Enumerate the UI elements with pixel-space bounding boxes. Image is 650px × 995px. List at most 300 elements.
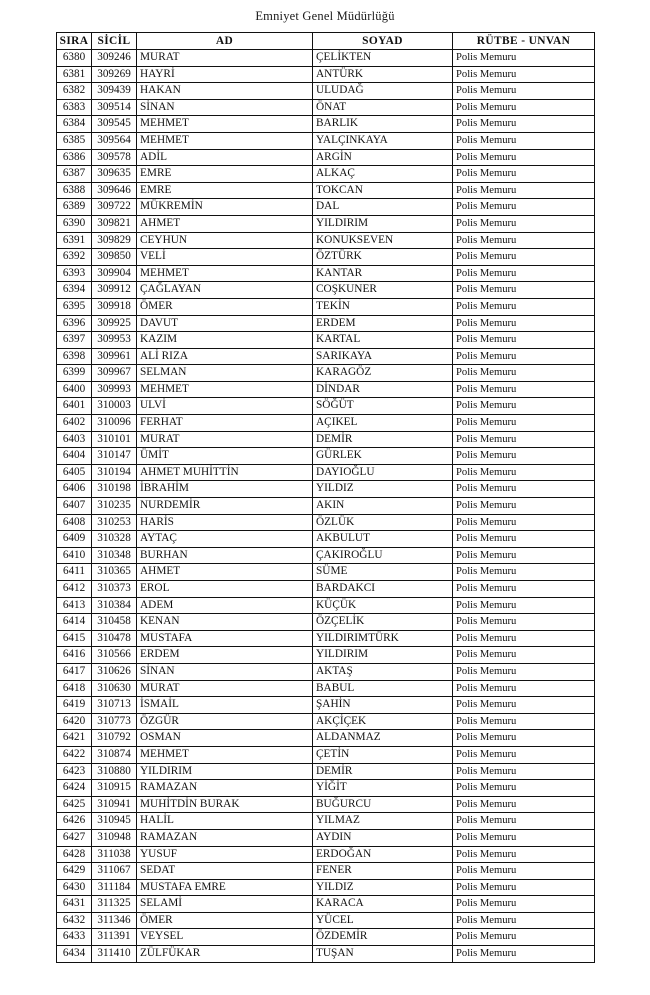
- cell-soyad: ÖNAT: [313, 99, 453, 116]
- table-row: [57, 348, 595, 365]
- table-header-row: [57, 33, 595, 50]
- cell-rutbe: Polis Memuru: [453, 415, 595, 432]
- cell-soyad: KARTAL: [313, 332, 453, 349]
- cell-sira: 6403: [57, 431, 92, 448]
- cell-rutbe: Polis Memuru: [453, 265, 595, 282]
- cell-sira: 6405: [57, 464, 92, 481]
- table-row: [57, 647, 595, 664]
- cell-soyad: SARIKAYA: [313, 348, 453, 365]
- cell-sicil: 310328: [92, 531, 137, 548]
- cell-sicil: 309646: [92, 182, 137, 199]
- cell-sira: 6421: [57, 730, 92, 747]
- cell-sicil: 310915: [92, 780, 137, 797]
- cell-soyad: ERDOĞAN: [313, 846, 453, 863]
- cell-rutbe: Polis Memuru: [453, 730, 595, 747]
- column-header-soyad: SOYAD: [313, 33, 453, 50]
- cell-ad: İBRAHİM: [137, 481, 313, 498]
- table-row: [57, 746, 595, 763]
- cell-rutbe: Polis Memuru: [453, 66, 595, 83]
- cell-sira: 6385: [57, 132, 92, 149]
- cell-sicil: 310941: [92, 796, 137, 813]
- cell-soyad: AÇIKEL: [313, 415, 453, 432]
- cell-sira: 6394: [57, 282, 92, 299]
- cell-sicil: 310365: [92, 564, 137, 581]
- cell-ad: HAKAN: [137, 83, 313, 100]
- cell-ad: MEHMET: [137, 746, 313, 763]
- cell-rutbe: Polis Memuru: [453, 464, 595, 481]
- cell-sicil: 309246: [92, 50, 137, 67]
- cell-sicil: 309829: [92, 232, 137, 249]
- cell-sicil: 310880: [92, 763, 137, 780]
- table-row: [57, 132, 595, 149]
- cell-soyad: YİĞİT: [313, 780, 453, 797]
- cell-sira: 6417: [57, 663, 92, 680]
- table-row: [57, 365, 595, 382]
- cell-sicil: 310566: [92, 647, 137, 664]
- cell-ad: SİNAN: [137, 663, 313, 680]
- table-row: [57, 763, 595, 780]
- cell-ad: SELMAN: [137, 365, 313, 382]
- cell-sicil: 310194: [92, 464, 137, 481]
- cell-sira: 6382: [57, 83, 92, 100]
- table-row: [57, 215, 595, 232]
- cell-ad: ÜMİT: [137, 448, 313, 465]
- cell-sicil: 309967: [92, 365, 137, 382]
- cell-sicil: 309564: [92, 132, 137, 149]
- cell-sicil: 309850: [92, 249, 137, 266]
- cell-sira: 6397: [57, 332, 92, 349]
- cell-ad: OSMAN: [137, 730, 313, 747]
- table-row: [57, 315, 595, 332]
- cell-rutbe: Polis Memuru: [453, 813, 595, 830]
- cell-soyad: ANTÜRK: [313, 66, 453, 83]
- cell-soyad: BARLIK: [313, 116, 453, 133]
- cell-ad: ULVİ: [137, 398, 313, 415]
- cell-soyad: ARGİN: [313, 149, 453, 166]
- cell-rutbe: Polis Memuru: [453, 348, 595, 365]
- cell-sira: 6411: [57, 564, 92, 581]
- cell-ad: RAMAZAN: [137, 780, 313, 797]
- cell-ad: SEDAT: [137, 863, 313, 880]
- table-row: [57, 813, 595, 830]
- cell-ad: ÖMER: [137, 912, 313, 929]
- cell-soyad: TUŞAN: [313, 946, 453, 963]
- cell-sicil: 311346: [92, 912, 137, 929]
- cell-sicil: 311410: [92, 946, 137, 963]
- cell-sira: 6400: [57, 381, 92, 398]
- cell-soyad: FENER: [313, 863, 453, 880]
- cell-sira: 6393: [57, 265, 92, 282]
- cell-ad: ERDEM: [137, 647, 313, 664]
- cell-soyad: YILDIRIMTÜRK: [313, 630, 453, 647]
- cell-sira: 6387: [57, 166, 92, 183]
- table-row: [57, 547, 595, 564]
- cell-ad: ÇAĞLAYAN: [137, 282, 313, 299]
- cell-rutbe: Polis Memuru: [453, 896, 595, 913]
- table-row: [57, 713, 595, 730]
- cell-sira: 6434: [57, 946, 92, 963]
- cell-sicil: 309722: [92, 199, 137, 216]
- cell-sicil: 310773: [92, 713, 137, 730]
- table-row: [57, 99, 595, 116]
- cell-sira: 6391: [57, 232, 92, 249]
- table-row: [57, 431, 595, 448]
- cell-sira: 6402: [57, 415, 92, 432]
- cell-soyad: AKÇİÇEK: [313, 713, 453, 730]
- cell-ad: KAZIM: [137, 332, 313, 349]
- cell-ad: MURAT: [137, 680, 313, 697]
- cell-rutbe: Polis Memuru: [453, 282, 595, 299]
- cell-ad: MURAT: [137, 431, 313, 448]
- cell-soyad: KARACA: [313, 896, 453, 913]
- cell-sira: 6413: [57, 597, 92, 614]
- cell-rutbe: Polis Memuru: [453, 381, 595, 398]
- cell-sicil: 309578: [92, 149, 137, 166]
- cell-rutbe: Polis Memuru: [453, 514, 595, 531]
- cell-sicil: 310948: [92, 829, 137, 846]
- table-row: [57, 597, 595, 614]
- cell-sicil: 311038: [92, 846, 137, 863]
- cell-ad: MUHİTDİN BURAK: [137, 796, 313, 813]
- cell-rutbe: Polis Memuru: [453, 448, 595, 465]
- cell-rutbe: Polis Memuru: [453, 713, 595, 730]
- table-row: [57, 581, 595, 598]
- cell-soyad: ÖZLÜK: [313, 514, 453, 531]
- cell-ad: MEHMET: [137, 265, 313, 282]
- cell-soyad: TEKİN: [313, 298, 453, 315]
- cell-sira: 6423: [57, 763, 92, 780]
- cell-sicil: 310478: [92, 630, 137, 647]
- table-row: [57, 265, 595, 282]
- table-row: [57, 663, 595, 680]
- cell-soyad: DAYIOĞLU: [313, 464, 453, 481]
- cell-sicil: 310630: [92, 680, 137, 697]
- cell-soyad: ÇAKIROĞLU: [313, 547, 453, 564]
- document-title: Emniyet Genel Müdürlüğü: [255, 9, 395, 23]
- cell-ad: HALİL: [137, 813, 313, 830]
- cell-ad: SİNAN: [137, 99, 313, 116]
- cell-rutbe: Polis Memuru: [453, 581, 595, 598]
- cell-sicil: 309269: [92, 66, 137, 83]
- cell-soyad: ALDANMAZ: [313, 730, 453, 747]
- cell-ad: EMRE: [137, 182, 313, 199]
- cell-soyad: AKBULUT: [313, 531, 453, 548]
- cell-sira: 6419: [57, 697, 92, 714]
- table-row: [57, 464, 595, 481]
- cell-rutbe: Polis Memuru: [453, 199, 595, 216]
- cell-soyad: GÜRLEK: [313, 448, 453, 465]
- cell-rutbe: Polis Memuru: [453, 879, 595, 896]
- cell-sicil: 310198: [92, 481, 137, 498]
- cell-ad: YILDIRIM: [137, 763, 313, 780]
- cell-soyad: KANTAR: [313, 265, 453, 282]
- cell-ad: MEHMET: [137, 381, 313, 398]
- cell-soyad: BABUL: [313, 680, 453, 697]
- cell-ad: MUSTAFA EMRE: [137, 879, 313, 896]
- cell-rutbe: Polis Memuru: [453, 83, 595, 100]
- cell-ad: MÜKREMİN: [137, 199, 313, 216]
- cell-rutbe: Polis Memuru: [453, 796, 595, 813]
- cell-sira: 6407: [57, 498, 92, 515]
- cell-sira: 6420: [57, 713, 92, 730]
- cell-sira: 6416: [57, 647, 92, 664]
- cell-rutbe: Polis Memuru: [453, 630, 595, 647]
- cell-ad: FERHAT: [137, 415, 313, 432]
- cell-rutbe: Polis Memuru: [453, 132, 595, 149]
- table-row: [57, 863, 595, 880]
- cell-soyad: KARAGÖZ: [313, 365, 453, 382]
- cell-sira: 6430: [57, 879, 92, 896]
- table-row: [57, 116, 595, 133]
- cell-rutbe: Polis Memuru: [453, 182, 595, 199]
- cell-sira: 6432: [57, 912, 92, 929]
- table-row: [57, 182, 595, 199]
- table-row: [57, 946, 595, 963]
- cell-sicil: 310235: [92, 498, 137, 515]
- cell-ad: ÖZGÜR: [137, 713, 313, 730]
- cell-sira: 6424: [57, 780, 92, 797]
- cell-ad: CEYHUN: [137, 232, 313, 249]
- cell-sira: 6381: [57, 66, 92, 83]
- cell-sicil: 310003: [92, 398, 137, 415]
- table-row: [57, 680, 595, 697]
- cell-rutbe: Polis Memuru: [453, 431, 595, 448]
- cell-ad: YUSUF: [137, 846, 313, 863]
- cell-rutbe: Polis Memuru: [453, 680, 595, 697]
- cell-sira: 6426: [57, 813, 92, 830]
- column-header-rutbe: RÜTBE - UNVAN: [453, 33, 595, 50]
- cell-soyad: DEMİR: [313, 431, 453, 448]
- cell-soyad: KÜÇÜK: [313, 597, 453, 614]
- cell-sicil: 309821: [92, 215, 137, 232]
- cell-ad: AHMET: [137, 564, 313, 581]
- cell-sira: 6383: [57, 99, 92, 116]
- cell-sicil: 311325: [92, 896, 137, 913]
- cell-soyad: SÜME: [313, 564, 453, 581]
- cell-rutbe: Polis Memuru: [453, 863, 595, 880]
- cell-sira: 6406: [57, 481, 92, 498]
- cell-sira: 6410: [57, 547, 92, 564]
- cell-rutbe: Polis Memuru: [453, 398, 595, 415]
- cell-ad: ADİL: [137, 149, 313, 166]
- cell-sicil: 309918: [92, 298, 137, 315]
- cell-soyad: BARDAKCI: [313, 581, 453, 598]
- table-row: [57, 149, 595, 166]
- cell-sicil: 310384: [92, 597, 137, 614]
- cell-soyad: KONUKSEVEN: [313, 232, 453, 249]
- cell-sicil: 310626: [92, 663, 137, 680]
- table-row: [57, 780, 595, 797]
- cell-sira: 6392: [57, 249, 92, 266]
- cell-rutbe: Polis Memuru: [453, 50, 595, 67]
- cell-sicil: 310147: [92, 448, 137, 465]
- cell-ad: ÖMER: [137, 298, 313, 315]
- cell-sira: 6390: [57, 215, 92, 232]
- table-row: [57, 846, 595, 863]
- table-row: [57, 448, 595, 465]
- table-row: [57, 50, 595, 67]
- cell-soyad: ÖZDEMİR: [313, 929, 453, 946]
- cell-sira: 6428: [57, 846, 92, 863]
- roster-table: [56, 32, 595, 963]
- column-header-sicil: SİCİL: [92, 33, 137, 50]
- cell-sicil: 311067: [92, 863, 137, 880]
- cell-rutbe: Polis Memuru: [453, 697, 595, 714]
- cell-ad: HAYRİ: [137, 66, 313, 83]
- cell-soyad: TOKCAN: [313, 182, 453, 199]
- cell-ad: VELİ: [137, 249, 313, 266]
- cell-soyad: DEMİR: [313, 763, 453, 780]
- table-row: [57, 166, 595, 183]
- cell-ad: AYTAÇ: [137, 531, 313, 548]
- cell-sicil: 310792: [92, 730, 137, 747]
- cell-sira: 6389: [57, 199, 92, 216]
- cell-rutbe: Polis Memuru: [453, 249, 595, 266]
- cell-sira: 6408: [57, 514, 92, 531]
- table-row: [57, 481, 595, 498]
- cell-rutbe: Polis Memuru: [453, 846, 595, 863]
- cell-sicil: 309439: [92, 83, 137, 100]
- table-row: [57, 630, 595, 647]
- cell-ad: AHMET: [137, 215, 313, 232]
- cell-sira: 6380: [57, 50, 92, 67]
- cell-rutbe: Polis Memuru: [453, 946, 595, 963]
- cell-rutbe: Polis Memuru: [453, 332, 595, 349]
- table-row: [57, 83, 595, 100]
- cell-sira: 6429: [57, 863, 92, 880]
- cell-sicil: 311391: [92, 929, 137, 946]
- cell-sicil: 310945: [92, 813, 137, 830]
- cell-ad: BURHAN: [137, 547, 313, 564]
- table-row: [57, 697, 595, 714]
- cell-rutbe: Polis Memuru: [453, 298, 595, 315]
- table-row: [57, 879, 595, 896]
- cell-soyad: YILMAZ: [313, 813, 453, 830]
- cell-sicil: 310101: [92, 431, 137, 448]
- cell-soyad: YÜCEL: [313, 912, 453, 929]
- table-row: [57, 514, 595, 531]
- table-row: [57, 912, 595, 929]
- cell-rutbe: Polis Memuru: [453, 763, 595, 780]
- cell-sira: 6399: [57, 365, 92, 382]
- cell-soyad: YALÇINKAYA: [313, 132, 453, 149]
- cell-sira: 6433: [57, 929, 92, 946]
- cell-ad: KENAN: [137, 614, 313, 631]
- cell-soyad: ALKAÇ: [313, 166, 453, 183]
- table-row: [57, 896, 595, 913]
- cell-soyad: ŞAHİN: [313, 697, 453, 714]
- cell-soyad: ULUDAĞ: [313, 83, 453, 100]
- cell-sicil: 310458: [92, 614, 137, 631]
- cell-sicil: 311184: [92, 879, 137, 896]
- cell-ad: NURDEMİR: [137, 498, 313, 515]
- table-row: [57, 796, 595, 813]
- cell-ad: İSMAİL: [137, 697, 313, 714]
- cell-rutbe: Polis Memuru: [453, 498, 595, 515]
- table-row: [57, 614, 595, 631]
- cell-sicil: 309904: [92, 265, 137, 282]
- cell-ad: MEHMET: [137, 116, 313, 133]
- cell-sicil: 309993: [92, 381, 137, 398]
- cell-sira: 6412: [57, 581, 92, 598]
- cell-soyad: ERDEM: [313, 315, 453, 332]
- table-row: [57, 531, 595, 548]
- cell-sicil: 309925: [92, 315, 137, 332]
- table-row: [57, 282, 595, 299]
- table-row: [57, 498, 595, 515]
- cell-rutbe: Polis Memuru: [453, 829, 595, 846]
- cell-soyad: YILDIZ: [313, 481, 453, 498]
- cell-sicil: 310874: [92, 746, 137, 763]
- cell-soyad: SÖĞÜT: [313, 398, 453, 415]
- cell-sicil: 309961: [92, 348, 137, 365]
- cell-rutbe: Polis Memuru: [453, 116, 595, 133]
- cell-rutbe: Polis Memuru: [453, 746, 595, 763]
- cell-ad: ZÜLFÜKAR: [137, 946, 313, 963]
- cell-rutbe: Polis Memuru: [453, 365, 595, 382]
- cell-sira: 6427: [57, 829, 92, 846]
- cell-sira: 6404: [57, 448, 92, 465]
- table-row: [57, 564, 595, 581]
- table-row: [57, 829, 595, 846]
- cell-sicil: 310348: [92, 547, 137, 564]
- cell-rutbe: Polis Memuru: [453, 547, 595, 564]
- cell-sira: 6418: [57, 680, 92, 697]
- cell-sicil: 309912: [92, 282, 137, 299]
- cell-ad: HARİS: [137, 514, 313, 531]
- cell-sira: 6422: [57, 746, 92, 763]
- table-row: [57, 381, 595, 398]
- cell-soyad: ÖZÇELİK: [313, 614, 453, 631]
- cell-soyad: YILDIRIM: [313, 215, 453, 232]
- cell-sicil: 310253: [92, 514, 137, 531]
- cell-rutbe: Polis Memuru: [453, 564, 595, 581]
- cell-ad: MUSTAFA: [137, 630, 313, 647]
- cell-sira: 6409: [57, 531, 92, 548]
- cell-rutbe: Polis Memuru: [453, 99, 595, 116]
- cell-sira: 6401: [57, 398, 92, 415]
- cell-ad: DAVUT: [137, 315, 313, 332]
- cell-sira: 6431: [57, 896, 92, 913]
- cell-sicil: 309953: [92, 332, 137, 349]
- cell-soyad: COŞKUNER: [313, 282, 453, 299]
- cell-ad: MEHMET: [137, 132, 313, 149]
- cell-ad: VEYSEL: [137, 929, 313, 946]
- table-row: [57, 66, 595, 83]
- column-header-sira: SIRA: [57, 33, 92, 50]
- roster-table-container: [56, 32, 594, 963]
- cell-sicil: 309635: [92, 166, 137, 183]
- cell-rutbe: Polis Memuru: [453, 481, 595, 498]
- cell-rutbe: Polis Memuru: [453, 315, 595, 332]
- cell-soyad: BUĞURCU: [313, 796, 453, 813]
- cell-sira: 6414: [57, 614, 92, 631]
- cell-ad: ADEM: [137, 597, 313, 614]
- table-row: [57, 199, 595, 216]
- table-row: [57, 398, 595, 415]
- cell-rutbe: Polis Memuru: [453, 780, 595, 797]
- cell-sicil: 310096: [92, 415, 137, 432]
- cell-soyad: AKIN: [313, 498, 453, 515]
- cell-sicil: 309514: [92, 99, 137, 116]
- cell-soyad: ÇELİKTEN: [313, 50, 453, 67]
- cell-ad: RAMAZAN: [137, 829, 313, 846]
- cell-soyad: YILDIZ: [313, 879, 453, 896]
- cell-sicil: 310713: [92, 697, 137, 714]
- table-row: [57, 730, 595, 747]
- cell-sira: 6425: [57, 796, 92, 813]
- cell-rutbe: Polis Memuru: [453, 215, 595, 232]
